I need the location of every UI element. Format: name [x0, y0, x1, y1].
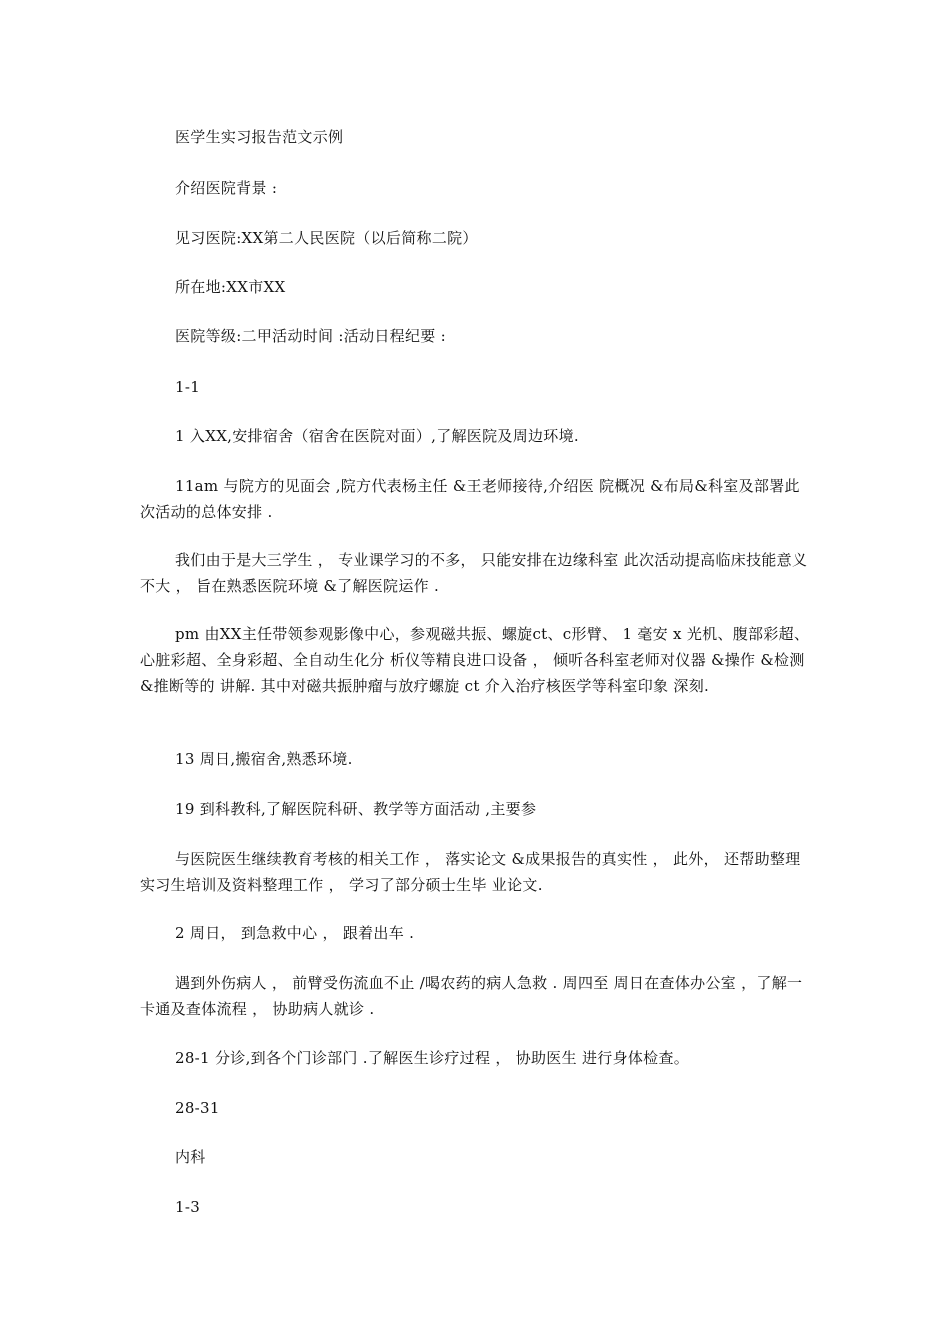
- paragraph: 见习医院:XX第二人民医院（以后简称二院）: [175, 229, 478, 247]
- paragraph: 与医院医生继续教育考核的相关工作 ， 落实论文 &成果报告的真实性 ， 此外， 还帮助整理实习生培训及资料整理工作 ， 学习了部分硕士生毕 业论文.: [140, 850, 801, 894]
- paragraph: 遇到外伤病人 ， 前臂受伤流血不止 /喝农药的病人急救 . 周四至 周日在查体办公室 ，了解一卡通及查体流程 ， 协助病人就诊 .: [140, 974, 803, 1018]
- paragraph: 介绍医院背景 :: [175, 179, 278, 197]
- paragraph: 所在地:XX市XX: [175, 278, 286, 296]
- paragraph: 1-1: [175, 378, 201, 396]
- paragraph: 内科: [175, 1148, 206, 1166]
- document-title: 医学生实习报告范文示例: [175, 128, 344, 146]
- paragraph: 1-3: [175, 1198, 201, 1216]
- paragraph: 11am 与院方的见面会 ,院方代表杨主任 &王老师接待,介绍医 院概况 &布局&科室及部署此次活动的总体安排 .: [140, 477, 800, 521]
- paragraph: 1 入XX,安排宿舍（宿舍在医院对面）,了解医院及周边环境.: [175, 427, 579, 445]
- paragraph: 2 周日， 到急救中心 ， 跟着出车 .: [175, 924, 415, 942]
- paragraph: 28-31: [175, 1099, 220, 1117]
- paragraph: 19 到科教科,了解医院科研、教学等方面活动 ,主要参: [175, 800, 537, 818]
- paragraph: 我们由于是大三学生 ， 专业课学习的不多， 只能安排在边缘科室 此次活动提高临床技能意义不大 ， 旨在熟悉医院环境 &了解医院运作 .: [140, 551, 808, 595]
- paragraph: 13 周日,搬宿舍,熟悉环境.: [175, 750, 353, 768]
- paragraph: pm 由XX主任带领参观影像中心，参观磁共振、螺旋ct、c形臂、 1 毫安 x 光机、腹部彩超、心脏彩超、全身彩超、全自动生化分 析仪等精良进口设备 ， 倾听各科室老师对仪器 &操作 &检测&推断等的 讲解. 其中对磁共振肿瘤与放疗螺旋 ct 介入治疗核医学等科室印象 深刻.: [140, 625, 810, 695]
- paragraph: 医院等级:二甲活动时间 :活动日程纪要 :: [175, 327, 446, 345]
- paragraph: 28-1 分诊,到各个门诊部门 .了解医生诊疗过程 ， 协助医生 进行身体检查。: [175, 1049, 690, 1067]
